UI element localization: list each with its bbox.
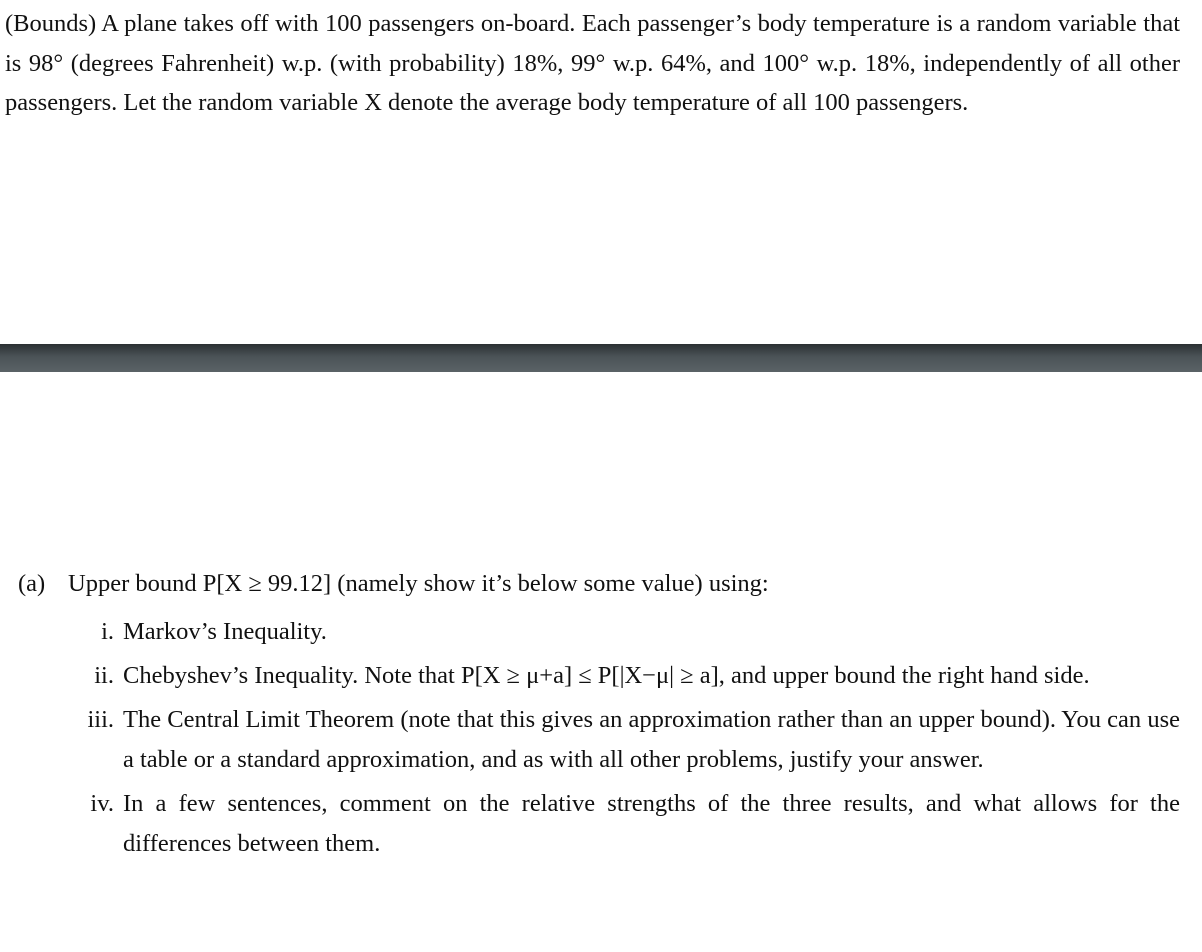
list-item	[18, 784, 1180, 864]
item-number: ii.	[94, 662, 114, 689]
list-item	[18, 612, 1180, 652]
item-number: iv.	[90, 790, 114, 817]
part-a	[18, 564, 1180, 868]
part-a-label: (a)	[18, 570, 46, 597]
section-divider-bar	[0, 344, 1202, 372]
item-text: In a few sentences, comment on the relative strengths of the three results, and what allows for the differences between them.	[123, 790, 1180, 857]
problem-intro: (Bounds) A plane takes off with 100 passengers on-board. Each passenger’s body temperature is a random variable that is 98° (degrees Fahrenheit) w.p. (with probability) 18%, 99° w.p. 64%, and 100° w.p. 18%, independently of all other passengers. Let the random variable X denote the average body temperature of all 100 passengers.	[5, 10, 1180, 116]
item-text: The Central Limit Theorem (note that this gives an approximation rather than an upper bound). You can use a table or a standard approximation, and as with all other problems, justify your answer.	[123, 706, 1180, 773]
item-text: Chebyshev’s Inequality. Note that P[X ≥ μ+a] ≤ P[|X−μ| ≥ a], and upper bound the right hand side.	[123, 662, 1090, 689]
item-number: i.	[101, 618, 114, 645]
item-text: Markov’s Inequality.	[123, 618, 327, 645]
item-number: iii.	[87, 706, 114, 733]
part-a-heading	[18, 564, 1180, 604]
part-a-items	[18, 612, 1180, 864]
list-item	[18, 656, 1180, 696]
part-a-text: Upper bound P[X ≥ 99.12] (namely show it’s below some value) using:	[68, 570, 769, 597]
list-item	[18, 700, 1180, 780]
